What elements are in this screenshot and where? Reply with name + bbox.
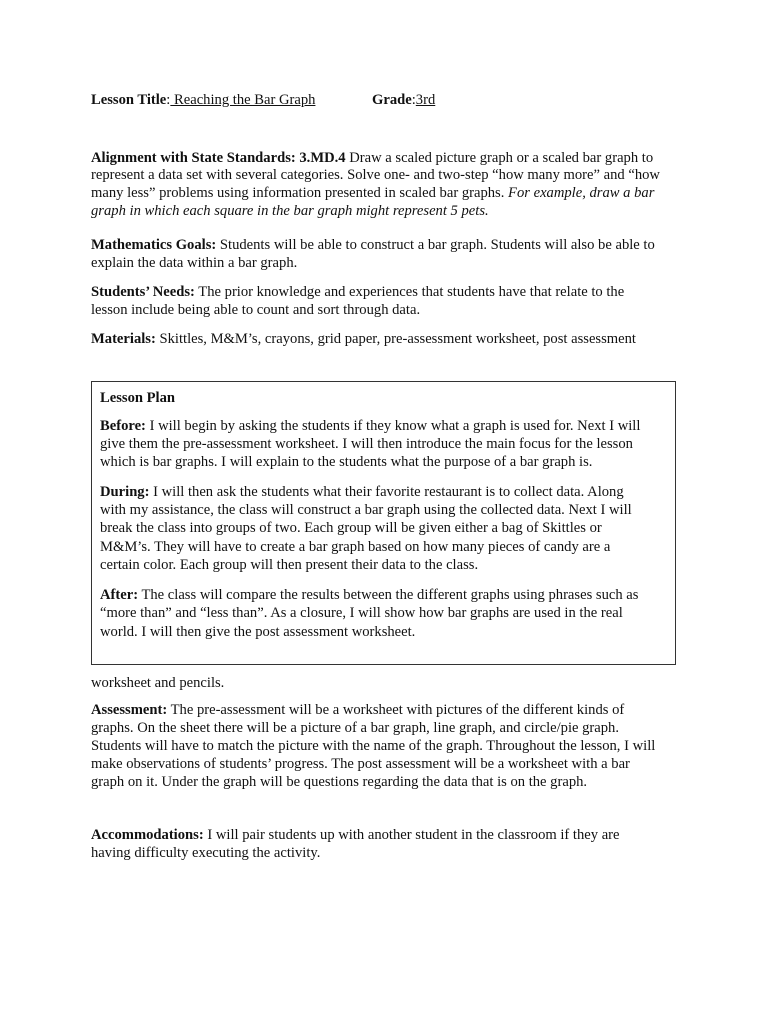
after-label: After: xyxy=(100,587,139,603)
materials-line-1 xyxy=(91,330,636,349)
during-line-4: M&M’s. They will have to create a bar graph based on how many pieces of candy are a xyxy=(100,539,611,555)
lesson-title-label: Lesson Title xyxy=(91,92,167,108)
before-text-1: I will begin by asking the students if they know what a graph is used for. Next I will xyxy=(145,418,641,434)
grade-label: Grade xyxy=(372,92,412,108)
grade-value: 3rd xyxy=(415,92,436,108)
math-goals-label: Mathematics Goals: xyxy=(91,237,217,253)
accommodations-label: Accommodations: xyxy=(91,827,204,843)
standards-line-2: represent a data set with several categories. Solve one- and two-step “how many more” and “how xyxy=(91,167,660,183)
during-line-5: certain color. Each group will then present their data to the class. xyxy=(100,557,479,573)
after-text-1: The class will compare the results between the different graphs using phrases such as xyxy=(138,587,639,603)
materials-text-1: Skittles, M&M’s, crayons, grid paper, pre-assessment worksheet, post assessment xyxy=(155,331,636,347)
student-needs-text-1: The prior knowledge and experiences that students have that relate to the xyxy=(194,284,625,300)
student-needs-line-2: lesson include being able to count and sort through data. xyxy=(91,302,421,318)
assessment-line-5: graph on it. Under the graph will be questions regarding the data that is on the graph. xyxy=(91,774,588,790)
before-label: Before: xyxy=(100,418,146,434)
before-line-1 xyxy=(100,417,640,436)
lesson-plan-title: Lesson Plan xyxy=(100,390,176,406)
accommodations-line-1 xyxy=(91,826,620,845)
math-goals-line-2: explain the data within a bar graph. xyxy=(91,255,298,271)
standards-line-3 xyxy=(91,184,654,203)
standards-label: Alignment with State Standards: 3.MD.4 xyxy=(91,150,346,166)
math-goals-text-1: Students will be able to construct a bar graph. Students will also be able to xyxy=(216,237,655,253)
lesson-title-value: Reaching the Bar Graph xyxy=(170,92,316,108)
student-needs-line-1 xyxy=(91,283,624,302)
lesson-title-sep: : xyxy=(166,92,171,108)
grade-header xyxy=(372,91,435,110)
before-line-2: give them the pre-assessment worksheet. I will then introduce the main focus for the lesson xyxy=(100,436,633,452)
assessment-text-1: The pre-assessment will be a worksheet with pictures of the different kinds of xyxy=(167,702,625,718)
student-needs-label: Students’ Needs: xyxy=(91,284,195,300)
materials-label: Materials: xyxy=(91,331,156,347)
standards-example-1: For example, draw a bar xyxy=(508,185,655,201)
accommodations-text-1: I will pair students up with another student in the classroom if they are xyxy=(203,827,620,843)
standards-line-1 xyxy=(91,149,653,168)
before-line-3: which is bar graphs. I will explain to the students what the purpose of a bar graph is. xyxy=(100,454,593,470)
grade-sep: : xyxy=(411,92,416,108)
assessment-line-4: make observations of students’ progress. The post assessment will be a worksheet with a bar xyxy=(91,756,630,772)
during-text-1: I will then ask the students what their favorite restaurant is to collect data. Along xyxy=(149,484,624,500)
lesson-plan-box xyxy=(91,381,676,665)
during-line-2: with my assistance, the class will construct a bar graph using the collected data. Next I will xyxy=(100,502,632,518)
assessment-line-1 xyxy=(91,701,624,720)
materials-line-2: worksheet and pencils. xyxy=(91,675,225,691)
accommodations-line-2: having difficulty executing the activity. xyxy=(91,845,321,861)
assessment-label: Assessment: xyxy=(91,702,168,718)
lesson-header xyxy=(91,91,315,110)
after-line-2: “more than” and “less than”. As a closure, I will show how bar graphs are used in the real xyxy=(100,605,623,621)
standards-text-1: Draw a scaled picture graph or a scaled bar graph to xyxy=(345,150,654,166)
after-line-3: world. I will then give the post assessment worksheet. xyxy=(100,624,416,640)
math-goals-line-1 xyxy=(91,236,655,255)
assessment-line-3: Students will have to match the picture with the name of the graph. Throughout the lesson, I will xyxy=(91,738,656,754)
standards-example-2: graph in which each square in the bar graph might represent 5 pets. xyxy=(91,203,489,219)
during-line-3: break the class into groups of two. Each group will be given either a bag of Skittles or xyxy=(100,520,602,536)
assessment-line-2: graphs. On the sheet there will be a picture of a bar graph, line graph, and circle/pie graph. xyxy=(91,720,620,736)
during-label: During: xyxy=(100,484,150,500)
after-line-1 xyxy=(100,586,638,605)
standards-text-3: many less” problems using information presented in scaled bar graphs. xyxy=(91,185,509,201)
during-line-1 xyxy=(100,483,624,502)
